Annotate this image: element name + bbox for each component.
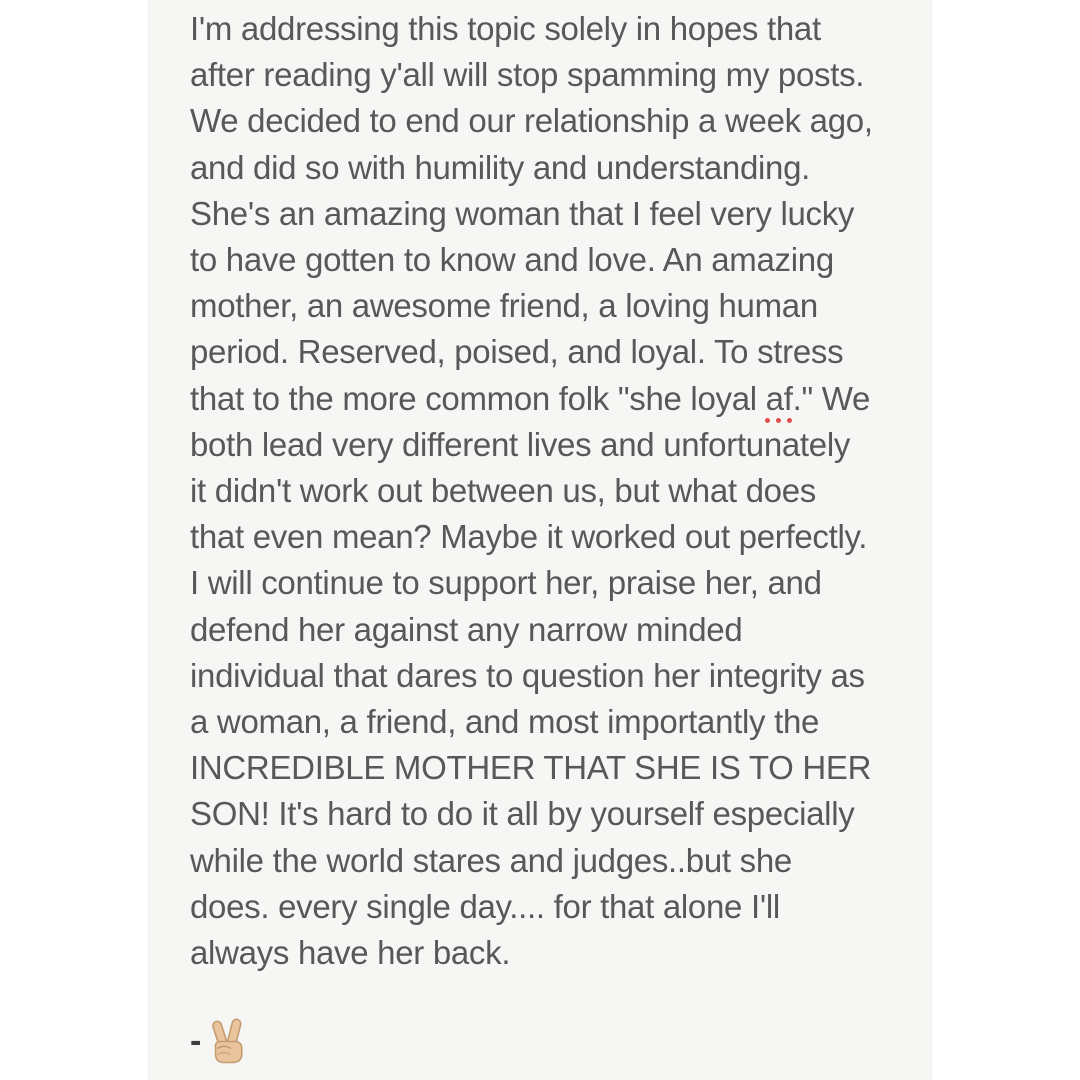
note-line: both lead very different lives and unfortunately (190, 425, 851, 463)
note-line-with-misspelling (190, 376, 890, 422)
note-line: to have gotten to know and love. An amazing (190, 241, 834, 279)
misspelled-word: af (765, 379, 793, 417)
note-line: We decided to end our relationship a week ago, (190, 102, 873, 140)
note-line: She's an amazing woman that I feel very lucky (190, 194, 855, 232)
note-line: INCREDIBLE MOTHER THAT SHE IS TO HER (190, 749, 872, 787)
note-line: and did so with humility and understanding. (190, 148, 810, 186)
note-line: defend her against any narrow minded (190, 610, 743, 648)
signature (190, 1016, 890, 1066)
note-line: a woman, a friend, and most importantly the (190, 703, 820, 741)
note-line: individual that dares to question her integrity as (190, 656, 865, 694)
note-line: I'm addressing this topic solely in hopes that (190, 10, 821, 47)
blank-line (190, 976, 890, 1016)
note-line: it didn't work out between us, but what does (190, 472, 816, 510)
note-line: period. Reserved, poised, and loyal. To stress (190, 333, 844, 371)
note-line: mother, an awesome friend, a loving human (190, 287, 818, 325)
note-line: SON! It's hard to do it all by yourself especially (190, 795, 855, 833)
note-line: that even mean? Maybe it worked out perfectly. (190, 518, 868, 556)
note-paper (148, 0, 932, 1080)
signature-dash: - (190, 1022, 202, 1061)
misspelled-line-pre: that to the more common folk "she loyal (190, 379, 766, 417)
note-line: always have her back. (190, 934, 511, 972)
note-line: does. every single day.... for that alone I'll (190, 887, 780, 925)
victory-hand-emoji (206, 1018, 248, 1064)
note-text-block (190, 6, 890, 1066)
note-line: I will continue to support her, praise her, and (190, 564, 822, 602)
note-line: while the world stares and judges..but she (190, 841, 792, 879)
misspelled-line-post: ." We (792, 379, 871, 417)
note-line: after reading y'all will stop spamming my posts. (190, 56, 865, 94)
